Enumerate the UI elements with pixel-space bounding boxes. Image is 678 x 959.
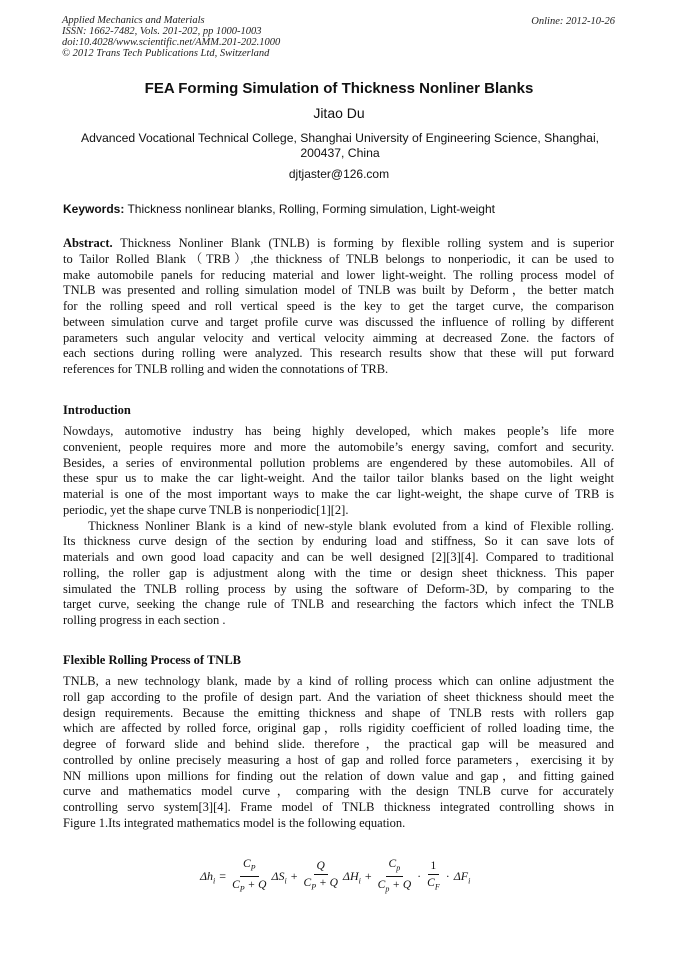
intro-line: material is one of the most important ways to make the car light-weight, the shape curve of TRB is — [63, 487, 614, 501]
eq-f3-plus-q: + Q — [392, 879, 412, 892]
eq-dh: ΔH — [342, 868, 359, 883]
eq-f4-den: C — [427, 877, 435, 890]
intro-line: Nowdays, automotive industry has being highly developed, which makes people’s life more — [63, 424, 614, 438]
flex-line: roll gap according to the profile of design part. And the variation of sheet thickness should meet the — [63, 689, 614, 704]
affiliation — [70, 131, 610, 161]
intro-line: simulated the TNLB rolling process by using the software of Deform-3D, by comparing to the — [63, 581, 614, 596]
keywords-label: Keywords: — [63, 202, 125, 216]
intro-line: these spur us to make the car light-weight. And the tailor tailor blanks based on the light weight — [63, 471, 614, 486]
abstract-line: TNLB was presented and rolling simulation model of TNLB was built by Deform，the better match — [63, 283, 614, 298]
eq-equals: = — [219, 869, 227, 884]
affiliation-line-2: 200437, China — [300, 146, 380, 160]
eq-f4-num: 1 — [428, 860, 440, 875]
eq-fraction-4 — [427, 860, 440, 893]
flex-line: TNLB, a new technology blank, made by a kind of rolling process which can online adjustment the — [63, 674, 614, 688]
eq-f2-plus-q: + Q — [318, 877, 338, 890]
abstract-label: Abstract. — [63, 236, 113, 250]
author-email[interactable]: djtjaster@126.com — [288, 167, 390, 181]
eq-delta-h-cap — [343, 869, 361, 883]
flex-line: degree of forward slide and behind slide. therefore，the practical gap will be measured and — [63, 737, 614, 751]
online-date: Online: 2012-10-26 — [531, 16, 615, 27]
eq-f1-plus-q: + Q — [247, 879, 267, 892]
abstract-line: each sections during rolling were analyzed. This research results show that these will put forward — [63, 346, 614, 361]
journal-name: Applied Mechanics and Materials — [62, 15, 205, 26]
flex-line: curve and mathematics model curve，comparing with the design TNLB curve for accurately — [63, 784, 614, 799]
affiliation-line-1: Advanced Vocational Technical College, Shanghai University of Engineering Science, Shanghai, — [80, 131, 600, 145]
copyright-line: © 2012 Trans Tech Publications Ltd, Switzerland — [62, 48, 270, 59]
author-name: Jitao Du — [313, 105, 365, 121]
eq-f3-num: C — [388, 858, 397, 870]
intro-line: materials and own good load capacity and can be well designed [2][3][4]. Compared to traditional — [63, 550, 614, 564]
eq-dh-sub: i — [358, 875, 361, 885]
eq-f1-den-sub: P — [239, 884, 245, 894]
eq-df-sub: i — [468, 875, 471, 885]
eq-fraction-3 — [378, 858, 412, 896]
eq-sub-i: i — [213, 875, 216, 885]
eq-f3-den-sub: p — [385, 884, 390, 894]
abstract-line: between simulation curve and target profile curve was discussed the influence of rolling by different — [63, 314, 614, 329]
eq-f1-den: C — [232, 879, 240, 892]
intro-line: periodic, yet the shape curve TNLB is nonperiodic[1][2]. — [63, 502, 349, 517]
introduction-body — [63, 424, 614, 629]
eq-lhs: Δh — [200, 868, 214, 883]
eq-f2-den: C — [303, 877, 312, 890]
flex-line: controlling servo system[3][4]. Frame model of TNLB thickness integrated controlling shows in — [63, 800, 614, 814]
flexible-rolling-heading: Flexible Rolling Process of TNLB — [63, 653, 242, 667]
eq-delta-s — [271, 869, 286, 883]
abstract-first-text: Thickness Nonliner Blank (TNLB) is forming by flexible rolling system and is superior — [112, 236, 614, 250]
keywords — [63, 202, 495, 216]
eq-fraction-2 — [304, 860, 338, 893]
flex-line: controlled by online precisely measuring a host of gap and rolled force parameters，exercising it by — [63, 752, 614, 767]
eq-f2-den-sub: P — [311, 882, 317, 892]
eq-f1-num: C — [242, 858, 251, 870]
doi-line: doi:10.4028/www.scientific.net/AMM.201-202.1000 — [62, 37, 281, 48]
abstract-line — [63, 236, 614, 252]
eq-delta-f — [454, 869, 471, 883]
eq-f3-den: C — [377, 879, 386, 892]
eq-f3-num-sub: p — [396, 863, 401, 873]
abstract-line: make automobile panels for reducing material and lower light-weight. The rolling process model of — [63, 267, 614, 282]
issn-line: ISSN: 1662-7482, Vols. 201-202, pp 1000-1003 — [62, 26, 262, 37]
intro-line: rolling, the roller gap is adjustment along with the time or design sheet thickness. This paper — [63, 565, 614, 580]
eq-dot-2: · — [445, 869, 450, 884]
abstract-line: for the rolling speed and roll vertical speed is the key to get the target curve, the comparison — [63, 299, 614, 313]
abstract — [63, 236, 614, 378]
eq-ds-sub: i — [284, 875, 287, 885]
intro-line: rolling progress in each section . — [63, 613, 226, 627]
intro-line: convenient, people requires more and more the automobile’s energy saving, comfort and security. — [63, 439, 614, 454]
eq-f2-num: Q — [314, 860, 328, 875]
flex-line: NN millions upon millions for finding out the relation of down value and gap，and fitting gained — [63, 768, 614, 783]
eq-plus-1: + — [290, 869, 298, 884]
intro-line: Besides, a series of environmental pollution problems are engendered by these automobiles. All of — [63, 455, 614, 470]
intro-line: target curve, seeking the change rule of TNLB and researching the factors which infect the TNLB — [63, 597, 614, 612]
flex-line: design requirements. Because the emitting thickness and shape of TNLB rests with rollers gap — [63, 705, 614, 720]
abstract-line: parameters such angular velocity and vertical velocity aimming at decreased Zone. the factors of — [63, 330, 614, 345]
eq-f1-num-sub: P — [250, 863, 256, 873]
intro-line: Thickness Nonliner Blank is a kind of new-style blank evoluted from a kind of Flexible rolling. — [63, 518, 614, 533]
keywords-text: Thickness nonlinear blanks, Rolling, Forming simulation, Light-weight — [124, 202, 495, 216]
eq-dot-1: · — [417, 869, 422, 884]
eq-df: ΔF — [453, 868, 469, 883]
eq-fraction-1 — [232, 858, 266, 896]
paper-title: FEA Forming Simulation of Thickness Nonliner Blanks — [144, 80, 534, 97]
integrated-model-equation — [200, 858, 470, 898]
eq-ds: ΔS — [271, 868, 285, 883]
eq-f4-den-sub: F — [434, 882, 440, 892]
flex-line: Figure 1.Its integrated mathematics model is the following equation. — [63, 815, 406, 830]
introduction-heading: Introduction — [63, 403, 131, 417]
abstract-line: references for TNLB rolling and widen the connotations of TRB. — [63, 362, 389, 376]
intro-line: Its thickness curve design of the section by enduring load and stiffness, So it can save lots of — [63, 534, 614, 549]
eq-plus-2: + — [364, 869, 372, 884]
flex-line: which are affected by rolled force, original gap，rolls rigidity coefficient of rolled loading time, the — [63, 721, 614, 736]
eq-delta-h — [200, 869, 215, 883]
flexible-rolling-body — [63, 674, 614, 832]
abstract-line: to Tailor Rolled Blank（TRB）,the thickness of TNLB belongs to nonperiodic, it can be used to — [63, 251, 614, 266]
